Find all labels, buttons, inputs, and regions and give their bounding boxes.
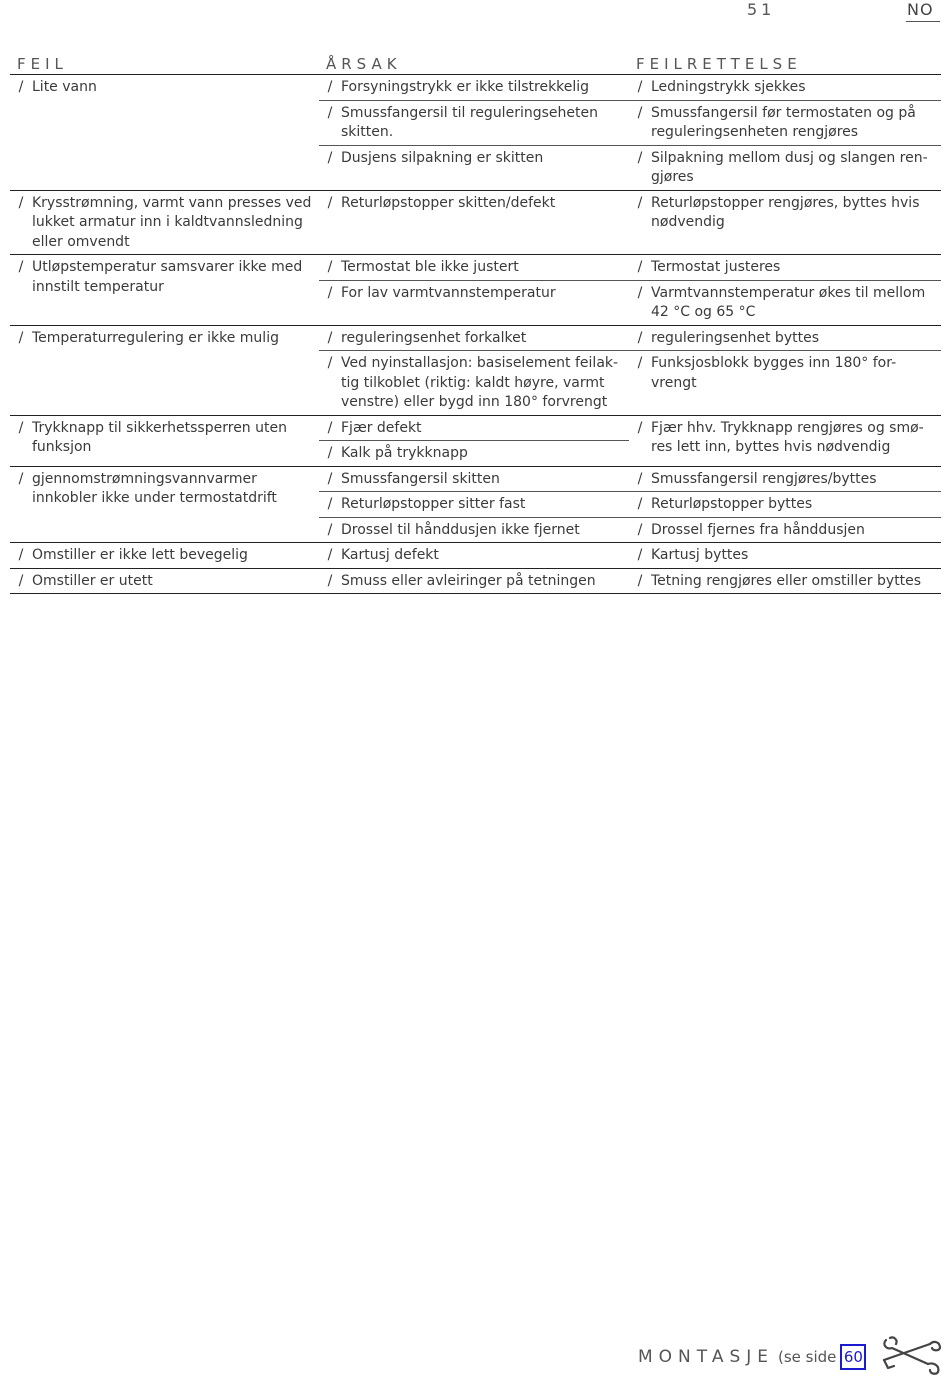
see-page-text: (se side [778,1348,837,1366]
arsak-cell: / Drossel til hånddusjen ikke fjernet [319,517,629,543]
section-title: MONTASJE [638,1347,775,1367]
arsak-cell: / Kalk på trykknapp [319,441,629,467]
table-row [10,543,941,569]
feil-cell: / Omstiller er ikke lett bevegelig [10,543,319,569]
feilrettelse-cell: / Returløpstopper rengjøres, byttes hvis nødvendig [629,190,941,255]
arsak-cell: / Kartusj defekt [319,543,629,569]
column-header-arsak: ÅRSAK [319,52,629,75]
arsak-cell: / For lav varmtvannstemperatur [319,280,629,325]
table-row [10,75,941,101]
arsak-cell: / Dusjens silpakning er skitten [319,145,629,190]
table-row [10,415,941,441]
wrench-tools-icon [880,1334,942,1376]
feilrettelse-cell: / Smussfangersil før termostaten og på reguleringsenheten rengjøres [629,100,941,145]
arsak-cell: / Forsyningstrykk er ikke tilstrekkelig [327,79,590,95]
page-number: 51 [747,0,776,19]
feilrettelse-cell: / Tetning rengjøres eller omstiller byttes [629,568,941,594]
feilrettelse-cell: / Termostat justeres [629,255,941,281]
arsak-cell: / Returløpstopper sitter fast [319,492,629,518]
table-row [10,325,941,351]
feil-cell: / Temperaturregulering er ikke mulig [10,325,319,415]
feil-cell: / Utløpstemperatur samsvarer ikke med innstilt temperatur [10,255,319,326]
arsak-cell: / Smuss eller avleiringer på tetningen [319,568,629,594]
table-row [10,466,941,492]
arsak-cell: / Fjær defekt [319,415,629,441]
table-row [10,190,941,255]
feilrettelse-cell: / Funksjosblokk bygges inn 180° for-vrengt [629,351,941,416]
arsak-cell: / reguleringsenhet forkalket [319,325,629,351]
feil-cell: / Trykknapp til sikkerhetssperren uten funksjon [10,415,319,466]
column-header-feil: FEIL [10,52,319,75]
feil-cell: / Omstiller er utett [10,568,319,594]
arsak-cell: / Smussfangersil skitten [319,466,629,492]
language-underline [906,21,940,22]
arsak-cell: / Returløpstopper skitten/defekt [319,190,629,255]
feil-cell: / Krysstrømning, varmt vann presses ved lukket armatur inn i kaldtvannsledning eller omvendt [10,190,319,255]
feilrettelse-cell: / Smussfangersil rengjøres/byttes [629,466,941,492]
feilrettelse-cell: / Ledningstrykk sjekkes [637,79,806,95]
feilrettelse-cell: / Silpakning mellom dusj og slangen ren-gjøres [629,145,941,190]
table-header-row [10,52,941,75]
feilrettelse-cell: / Drossel fjernes fra hånddusjen [629,517,941,543]
arsak-cell: / Smussfangersil til reguleringseheten skitten. [319,100,629,145]
feilrettelse-cell: / Varmtvannstemperatur økes til mellom 42 °C og 65 °C [629,280,941,325]
feil-cell: / Lite vann [18,79,97,95]
arsak-cell: / Ved nyinstallasjon: basiselement feilak-tig tilkoblet (riktig: kaldt høyre, varmt venstre) eller bygd inn 180° forvrengt [319,351,629,416]
feil-cell: / gjennomstrømningsvannvarmer innkobler ikke under termostatdrift [10,466,319,543]
language-tag: NO [907,0,934,19]
troubleshooting-table [10,52,941,594]
feilrettelse-cell: / Returløpstopper byttes [629,492,941,518]
feilrettelse-cell: / Fjær hhv. Trykknapp rengjøres og smø-res lett inn, byttes hvis nødvendig [629,415,941,466]
feilrettelse-cell: / reguleringsenhet byttes [629,325,941,351]
table-row [10,255,941,281]
feilrettelse-cell: / Kartusj byttes [629,543,941,569]
page-reference-link[interactable]: 60 [840,1344,866,1370]
footer-section-reference [638,1344,866,1370]
table-row [10,568,941,594]
column-header-feilrettelse: FEILRETTELSE [629,52,941,75]
arsak-cell: / Termostat ble ikke justert [319,255,629,281]
